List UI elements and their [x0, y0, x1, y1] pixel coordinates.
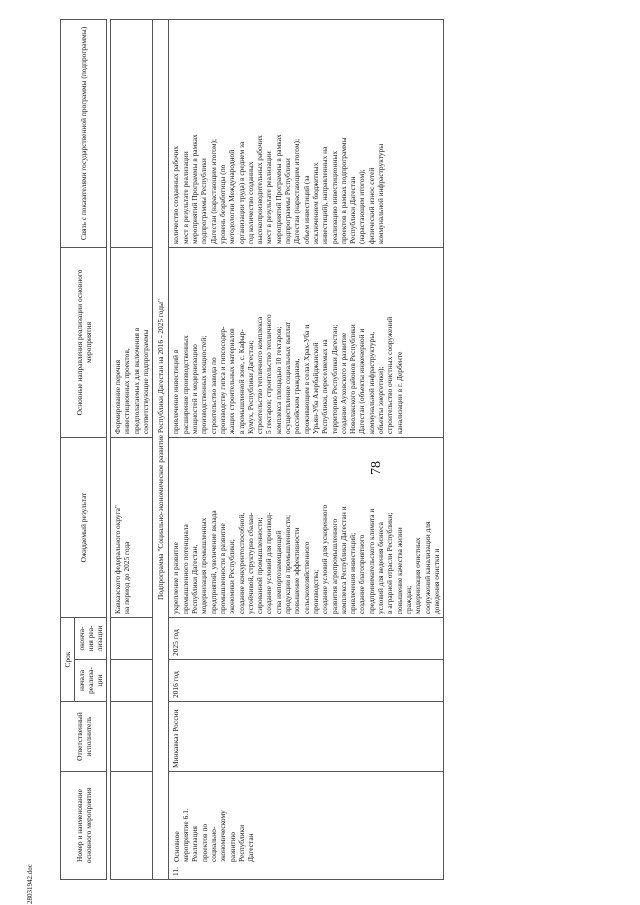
directions-cell: привлечение инвестиций в расширение производственных мощностей и модернизацию производственных мощностей; строительство завода по производству гипса и гипсосодер- жащих строительных материалов в промышленной зоне, с. Кафыр- Кумух, Республики Дагестан; строительство тепличного комплекса 5 гектаров; строительство тепличного комплекса площадью 10 гектаров; осуществление социальных выплат российским гражданам, проживающим в селах Храх-Уба и Урьян-Уба Азербайджанской Республики, переселяемых на территорию Республики Дагестан; создание Ауховского и развитие Новолакского районов Республики Дагестан (объекты инженерной и коммунальной инфраструктуры, объекты энергетики); строительство очистных сооружений канализации в г. Дербенте — [169, 247, 444, 437]
carry-result: Кавказского федерального округа" на период до 2025 года — [111, 437, 153, 617]
end-cell: 2025 год — [169, 617, 444, 659]
header-number-name: Номер и наименование основного мероприятия — [61, 772, 107, 880]
header-row-1 — [61, 19, 75, 879]
subprogram-title: Подпрограмма "Социально-экономическое развитие Республики Дагестан на 2016 - 2025 годы" — [153, 19, 169, 879]
subprogram-heading-row — [153, 19, 169, 879]
measure-name: Основное мероприятие 6.1. Реализация проектов по социально- экономическому развитию Республики Дагестан — [171, 808, 256, 862]
document-id: 28031942.doc — [26, 864, 34, 904]
expected-result-cell: укрепление и развитие промышленного потенциала Республики Дагестан, модернизация промышленных предприятий, увеличение вклада промышленности в развитие экономики Республики; создание конкурентоспособной, устойчивой, структурно сбалан- сированной промышленности; создание условий для производ- ства импортозамещающей продукции в промышленности; повышение эффективности сельскохозяйственного производства; создание условий для ускоренного развития агропромышленного комплекса Республики Дагестан и привлечения инвестиций; создание благоприятного предпринимательского климата и условий для ведения бизнеса в аграрной отрасли Республики; повышение качества жизни граждан; модернизация очистных сооружений канализации для доведения очистки и — [169, 437, 444, 617]
carry-over-row — [111, 19, 153, 879]
carry-directions: Формирование перечня инвестиционных проектов, предполагаемых для включения в соответствующие подпрограммы — [111, 247, 153, 437]
table-row-11 — [169, 19, 444, 879]
page-number: 78 — [369, 461, 384, 475]
header-expected-result: Ожидаемый результат — [61, 437, 107, 617]
header-end: оконча-ния реа-лизации — [75, 617, 107, 659]
header-executor: Ответственный исполнитель — [61, 702, 107, 772]
links-cell: количество созданных рабочих мест в результате реализации мероприятий Программы в рамках подпрограммы Республики Дагестан (нарастающим итогом); уровень безработицы (по методологии Международной организации труда) в среднем за год количество созданных высокопроизводительных рабочих мест в результате реализации мероприятий Программы в рамках подпрограммы Республики Дагестан (нарастающим итогом); объем инвестиций (за исключением бюджетных инвестиций), направленных на реализацию инвестиционных проектов в рамках подпрограммы Республики Дагестан (нарастающим итогом); физический износ сетей коммунальной инфраструктуры — [169, 19, 444, 247]
executor-cell: Минкавказ России — [169, 702, 444, 772]
landscape-table-sheet — [60, 20, 620, 880]
measure-number: 11. — [171, 867, 181, 876]
start-cell: 2016 год — [169, 660, 444, 702]
header-directions: Основные направления реализации основного мероприятия — [61, 247, 107, 437]
header-start: начала реализа-ции — [75, 660, 107, 702]
measure-name-cell — [169, 772, 444, 880]
measures-table — [60, 19, 444, 880]
header-links: Связь с показателями государственной программы (подпрограммы) — [61, 19, 107, 247]
header-term: Срок — [61, 617, 75, 701]
